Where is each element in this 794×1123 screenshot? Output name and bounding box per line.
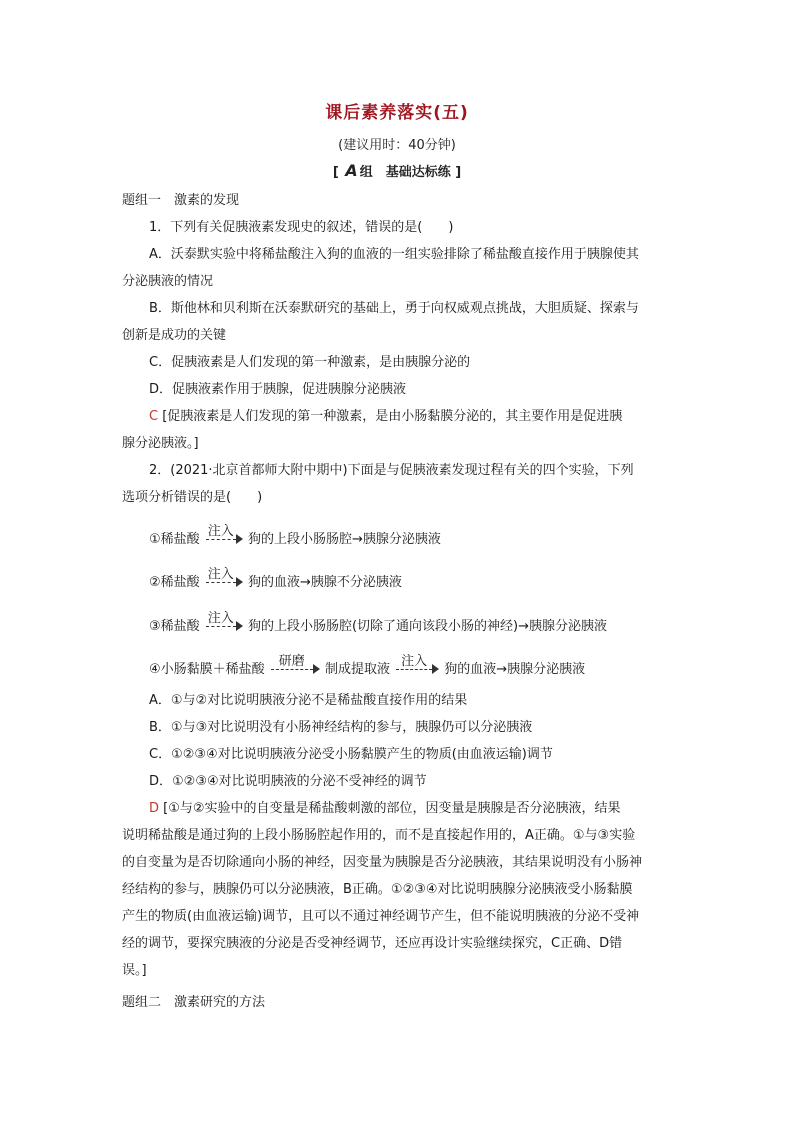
q1-option-a-line2: 分泌胰液的情况 bbox=[122, 274, 214, 289]
arrow-label: 注入 bbox=[207, 524, 234, 539]
q2-experiment-1 bbox=[149, 524, 441, 547]
q2-stem-line2: 选项分析错误的是( ) bbox=[122, 490, 263, 505]
exp4-reagent: ④小肠黏膜＋稀盐酸 bbox=[149, 662, 265, 677]
q2-experiment-2 bbox=[149, 567, 402, 590]
q2-explanation-line3: 的自变量为是否切除通向小肠的神经，因变量为胰腺是否分泌胰液，其结果说明没有小肠神 bbox=[122, 855, 643, 870]
exp3-reagent: ③稀盐酸 bbox=[149, 619, 200, 634]
group-heading bbox=[0, 161, 794, 180]
inject-arrow-icon bbox=[396, 654, 432, 670]
q1-explanation-text: [促胰液素是人们发现的第一种激素，是由小肠黏膜分泌的，其主要作用是促进胰 bbox=[162, 409, 623, 424]
q1-option-c: C．促胰液素是人们发现的第一种激素，是由胰腺分泌的 bbox=[149, 355, 471, 370]
exp1-result: 狗的上段小肠肠腔→胰腺分泌胰液 bbox=[247, 532, 441, 547]
grind-arrow-icon bbox=[271, 654, 313, 670]
arrow-label: 注入 bbox=[207, 567, 234, 582]
q1-stem: 1．下列有关促胰液素发现史的叙述，错误的是( ) bbox=[149, 220, 454, 235]
q1-option-d: D．促胰液素作用于胰腺，促进胰腺分泌胰液 bbox=[149, 382, 407, 397]
q1-explanation-line1 bbox=[149, 408, 622, 426]
group-letter: A bbox=[345, 161, 358, 180]
q2-experiment-3 bbox=[149, 611, 607, 634]
q2-explanation-line2: 说明稀盐酸是通过狗的上段小肠肠腔起作用的，而不是直接起作用的，A正确。①与③实验 bbox=[122, 828, 636, 843]
q2-experiment-4 bbox=[149, 654, 586, 677]
exp4-extract: 制成提取液 bbox=[324, 662, 390, 677]
q2-explanation-line6: 经的调节，要探究胰液的分泌是否受神经调节，还应再设计实验继续探究，C正确、D错 bbox=[122, 936, 623, 951]
q2-explanation-line4: 经结构的参与，胰腺仍可以分泌胰液，B正确。①②③④对比说明胰腺分泌胰液受小肠黏膜 bbox=[122, 882, 633, 897]
q2-option-b: B．①与③对比说明没有小肠神经结构的参与，胰腺仍可以分泌胰液 bbox=[149, 720, 533, 735]
q2-option-c: C．①②③④对比说明胰液分泌受小肠黏膜产生的物质(由血液运输)调节 bbox=[149, 747, 553, 762]
arrow-label: 注入 bbox=[401, 654, 428, 669]
q2-option-a: A．①与②对比说明胰液分泌不是稀盐酸直接作用的结果 bbox=[149, 693, 468, 708]
q1-option-b-line2: 创新是成功的关键 bbox=[122, 328, 227, 343]
page-title: 课后素养落实(五) bbox=[325, 103, 469, 123]
exp1-reagent: ①稀盐酸 bbox=[149, 532, 200, 547]
arrow-label: 研磨 bbox=[278, 654, 305, 669]
q2-explanation-text: [①与②实验中的自变量是稀盐酸刺激的部位，因变量是胰腺是否分泌胰液，结果 bbox=[163, 801, 621, 816]
q2-option-d: D．①②③④对比说明胰液的分泌不受神经的调节 bbox=[149, 774, 427, 789]
inject-arrow-icon bbox=[206, 567, 236, 583]
q1-explanation-line2: 腺分泌胰液。] bbox=[122, 436, 199, 451]
q2-stem-line1: 2．(2021·北京首都师大附中期中)下面是与促胰液素发现过程有关的四个实验，下列 bbox=[149, 463, 634, 478]
q2-explanation-line5: 产生的物质(由血液运输)调节，且可以不通过神经调节产生，但不能说明胰液的分泌不受神 bbox=[122, 909, 640, 924]
group-label: 组 基础达标练 bbox=[359, 165, 451, 180]
group-bracket-close: ] bbox=[455, 165, 462, 180]
inject-arrow-icon bbox=[206, 611, 236, 627]
q1-answer: C bbox=[149, 409, 159, 424]
section-heading-1: 题组一 激素的发现 bbox=[122, 193, 240, 208]
q2-explanation-line1 bbox=[149, 800, 621, 818]
q2-explanation-line7: 误。] bbox=[122, 963, 147, 978]
q1-option-a-line1: A．沃泰默实验中将稀盐酸注入狗的血液的一组实验排除了稀盐酸直接作用于胰腺使其 bbox=[149, 247, 639, 262]
inject-arrow-icon bbox=[206, 524, 236, 540]
arrow-label: 注入 bbox=[207, 611, 234, 626]
exp3-result: 狗的上段小肠肠腔(切除了通向该段小肠的神经)→胰腺分泌胰液 bbox=[247, 619, 607, 634]
exp2-result: 狗的血液→胰腺不分泌胰液 bbox=[247, 575, 402, 590]
q1-option-b-line1: B．斯他林和贝利斯在沃泰默研究的基础上，勇于向权威观点挑战，大胆质疑、探索与 bbox=[149, 301, 639, 316]
group-bracket-open: [ bbox=[332, 165, 339, 180]
exp2-reagent: ②稀盐酸 bbox=[149, 575, 200, 590]
suggested-time: (建议用时：40分钟) bbox=[338, 138, 456, 153]
exp4-result: 狗的血液→胰腺分泌胰液 bbox=[444, 662, 586, 677]
section-heading-2: 题组二 激素研究的方法 bbox=[122, 995, 266, 1010]
q2-answer: D bbox=[149, 801, 160, 816]
